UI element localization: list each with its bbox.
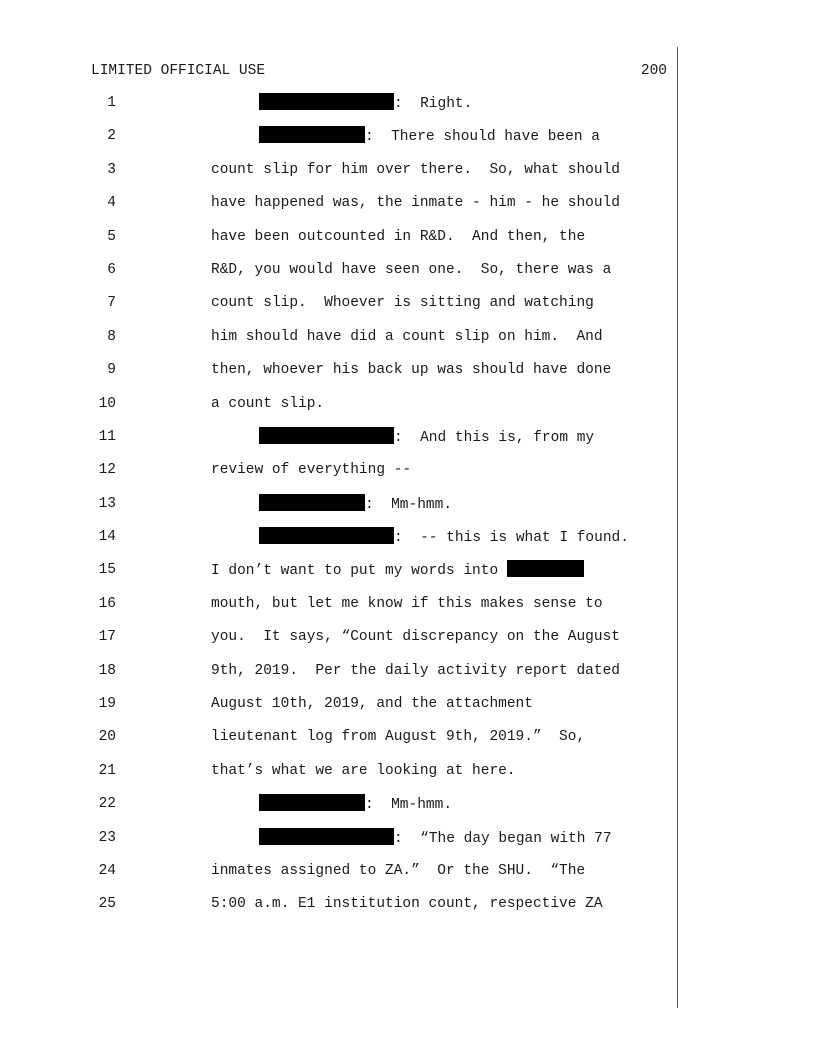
- line-number: 11: [98, 428, 116, 445]
- line-content: : “The day began with 77: [394, 830, 612, 847]
- line-text: [211, 694, 533, 714]
- page-number: 200: [640, 63, 667, 79]
- speaker-line: [259, 126, 600, 147]
- line-content: count slip. Whoever is sitting and watching: [211, 295, 594, 312]
- line-number: 18: [98, 662, 116, 679]
- line-number: 22: [98, 796, 116, 813]
- line-content: then, whoever his back up was should have done: [211, 362, 612, 379]
- transcript-line: [0, 193, 816, 226]
- speaker-name-redaction: [259, 93, 394, 110]
- line-number: 17: [98, 629, 116, 646]
- line-content: : Mm-hmm.: [365, 797, 453, 814]
- line-number: 23: [98, 829, 116, 846]
- speaker-name-redaction: [259, 828, 394, 845]
- speaker-name-redaction: [259, 794, 365, 811]
- line-number: 20: [98, 729, 116, 746]
- line-number: 6: [107, 261, 116, 278]
- speaker-name-redaction: [259, 527, 394, 544]
- line-number: 16: [98, 595, 116, 612]
- line-content: review of everything --: [211, 462, 412, 479]
- page-header: [91, 62, 667, 80]
- line-content: I don’t want to put my words into: [211, 563, 507, 580]
- line-text: [211, 360, 611, 380]
- line-text: [211, 627, 620, 647]
- transcript-body: [0, 93, 816, 928]
- line-text: [211, 661, 620, 681]
- line-content: lieutenant log from August 9th, 2019.” So,: [211, 729, 586, 746]
- line-number: 3: [107, 161, 116, 178]
- transcript-line: [0, 627, 816, 660]
- speaker-line: [259, 494, 452, 515]
- transcript-line: [0, 828, 816, 861]
- inline-name-redaction: [507, 560, 584, 577]
- line-content: a count slip.: [211, 395, 325, 412]
- line-text: [211, 260, 611, 280]
- line-number: 2: [107, 128, 116, 145]
- line-number: 4: [107, 195, 116, 212]
- speaker-line: [259, 93, 472, 114]
- line-number: 25: [98, 896, 116, 913]
- line-number: 1: [107, 95, 116, 111]
- line-number: 21: [98, 762, 116, 779]
- speaker-name-redaction: [259, 126, 365, 143]
- speaker-line: [259, 527, 629, 548]
- line-number: 24: [98, 862, 116, 879]
- line-content: August 10th, 2019, and the attachment: [211, 696, 533, 713]
- line-content: have been outcounted in R&D. And then, the: [211, 228, 586, 245]
- speaker-name-redaction: [259, 427, 394, 444]
- line-content: him should have did a count slip on him. And: [211, 328, 603, 345]
- line-number: 10: [98, 395, 116, 412]
- line-content: : Right.: [394, 96, 473, 112]
- line-text: [211, 293, 594, 313]
- line-number: 7: [107, 295, 116, 312]
- line-number: 9: [107, 362, 116, 379]
- transcript-line: [0, 894, 816, 927]
- transcript-line: [0, 861, 816, 894]
- line-text: [211, 727, 585, 747]
- transcript-line: [0, 560, 816, 593]
- transcript-line: [0, 494, 816, 527]
- speaker-line: [259, 828, 612, 849]
- line-content: 5:00 a.m. E1 institution count, respective ZA: [211, 896, 603, 913]
- line-content: : And this is, from my: [394, 429, 595, 446]
- line-text: [211, 394, 324, 414]
- line-content: 9th, 2019. Per the daily activity report dated: [211, 662, 620, 679]
- transcript-line: [0, 260, 816, 293]
- classification-marking: LIMITED OFFICIAL USE: [91, 63, 266, 79]
- transcript-line: [0, 394, 816, 427]
- line-text: [211, 894, 603, 914]
- line-number: 5: [107, 228, 116, 245]
- transcript-line: [0, 460, 816, 493]
- speaker-line: [259, 794, 452, 815]
- line-content: you. It says, “Count discrepancy on the August: [211, 629, 620, 646]
- line-content: have happened was, the inmate - him - he should: [211, 195, 620, 212]
- transcript-line: [0, 360, 816, 393]
- transcript-line: [0, 427, 816, 460]
- line-content: that’s what we are looking at here.: [211, 762, 516, 779]
- transcript-line: [0, 794, 816, 827]
- line-number: 8: [107, 328, 116, 345]
- transcript-line: [0, 327, 816, 360]
- transcript-line: [0, 93, 816, 126]
- line-text: [211, 594, 603, 614]
- transcript-line: [0, 227, 816, 260]
- line-text: [211, 227, 585, 247]
- transcript-line: [0, 761, 816, 794]
- line-number: 14: [98, 529, 116, 546]
- line-content: : There should have been a: [365, 129, 600, 146]
- line-text: [211, 193, 620, 213]
- line-content: inmates assigned to ZA.” Or the SHU. “The: [211, 862, 586, 879]
- transcript-line: [0, 694, 816, 727]
- transcript-line: [0, 160, 816, 193]
- speaker-line: [259, 427, 594, 448]
- line-text: [211, 460, 411, 480]
- line-text: [211, 861, 585, 881]
- speaker-name-redaction: [259, 494, 365, 511]
- line-content: count slip for him over there. So, what should: [211, 161, 620, 178]
- transcript-line: [0, 126, 816, 159]
- line-number: 19: [98, 696, 116, 713]
- transcript-line: [0, 661, 816, 694]
- line-number: 13: [98, 495, 116, 512]
- line-content: : -- this is what I found.: [394, 530, 629, 547]
- line-text: [211, 761, 516, 781]
- line-text: [211, 160, 620, 180]
- line-number: 12: [98, 462, 116, 479]
- transcript-line: [0, 293, 816, 326]
- line-content: mouth, but let me know if this makes sense to: [211, 595, 603, 612]
- line-content: : Mm-hmm.: [365, 496, 453, 513]
- line-text: [211, 327, 603, 347]
- transcript-line: [0, 527, 816, 560]
- transcript-line: [0, 594, 816, 627]
- transcript-line: [0, 727, 816, 760]
- line-number: 15: [98, 562, 116, 579]
- line-content: R&D, you would have seen one. So, there was a: [211, 261, 612, 278]
- line-text: [211, 560, 584, 581]
